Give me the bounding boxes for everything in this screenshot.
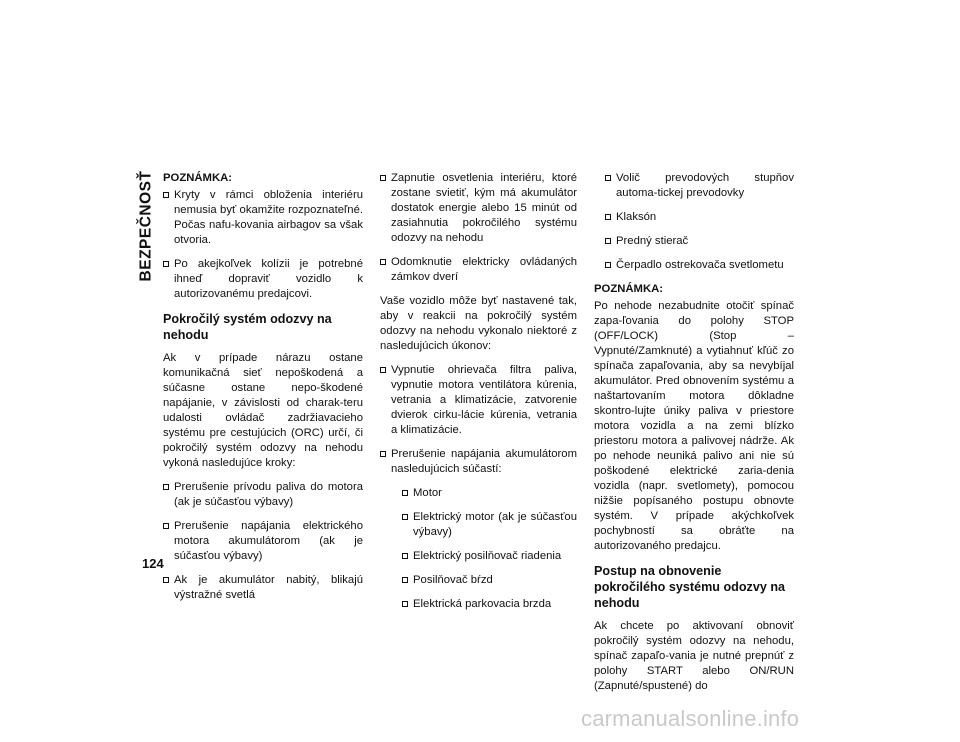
section-heading: Postup na obnovenie pokročilého systému odozvy na nehodu [594, 564, 786, 610]
list-item-text: Zapnutie osvetlenia interiéru, ktoré zostane svietiť, kým má akumulátor dostatok energie alebo 15 minút od zasiahnutia pokročilého systému odozvy na nehodu [391, 172, 577, 244]
note-title: POZNÁMKA: [594, 283, 664, 295]
list-item-text: Posilňovač bŕzd [413, 574, 493, 586]
checkbox-bullet-icon [605, 214, 611, 220]
action-list-continued [380, 171, 577, 285]
checkbox-bullet-icon [402, 601, 408, 607]
checkbox-bullet-icon [380, 451, 386, 457]
section-side-tab [134, 170, 158, 282]
note-list [163, 188, 363, 302]
component-list [402, 486, 577, 612]
sub-list-item [402, 510, 577, 540]
list-item-text: Po akejkoľvek kolízii je potrebné ihneď dopraviť vozidlo k autorizovanému predajcovi. [174, 258, 363, 300]
checkbox-bullet-icon [163, 192, 169, 198]
checkbox-bullet-icon [402, 514, 408, 520]
column-3 [594, 171, 794, 703]
checkbox-bullet-icon [605, 238, 611, 244]
sub-list-item [605, 171, 794, 201]
list-item-text: Prerušenie napájania akumulátorom nasledujúcich súčastí: [391, 448, 577, 475]
checkbox-bullet-icon [402, 577, 408, 583]
list-item [163, 480, 363, 510]
optional-action-list [380, 363, 577, 612]
checkbox-bullet-icon [163, 523, 169, 529]
site-watermark: carmanualsonline.info [581, 706, 800, 731]
component-list-continued [605, 171, 794, 273]
note-paragraph: Po nehode nezabudnite otočiť spínač zapa-ľovania do polohy STOP (OFF/LOCK) (Stop – Vypnuté/Zamknuté) a vytiahnuť kľúč zo spínača zapaľovania, aby sa nevybíjal akumulátor. Pred obnovením systému a naštartovaním motora dôkladne skontro-lujte úniky paliva v priestore motora vozidla a na zemi blízko priestoru motora a palivovej nádrže. Ak po nehode neuniká palivo ani nie sú poškodené elektrické zaria-denia vozidla (napr. svetlomety), pomocou nižšie popísaného postupu obnovte systém. V prípade akýchkoľvek pochybností sa obráťte na autorizovaného predajcu. [594, 300, 794, 552]
sub-list-item [605, 210, 794, 225]
body-paragraph: Ak chcete po aktivovaní obnoviť pokročilý systém odozvy na nehodu, spínač zapaľo-vania je nutné prepnúť z polohy START alebo ON/RUN (Zapnuté/spustené) do [594, 620, 794, 692]
note-title: POZNÁMKA: [163, 172, 233, 184]
checkbox-bullet-icon [163, 261, 169, 267]
list-item-text: Ak je akumulátor nabitý, blikajú výstražné svetlá [174, 574, 363, 601]
list-item-text: Motor [413, 487, 442, 499]
sub-list-item [605, 234, 794, 249]
checkbox-bullet-icon [380, 175, 386, 181]
page-number: 124 [142, 556, 164, 571]
checkbox-bullet-icon [380, 367, 386, 373]
list-item [163, 188, 363, 248]
list-item-text: Kryty v rámci obloženia interiéru nemusia byť okamžite rozpoznateľné. Počas nafu-kovania airbagov sa však otvoria. [174, 189, 363, 246]
list-item [380, 447, 577, 612]
checkbox-bullet-icon [402, 490, 408, 496]
checkbox-bullet-icon [605, 175, 611, 181]
section-heading: Pokročilý systém odozvy na nehodu [163, 312, 332, 342]
sub-list-item [605, 258, 794, 273]
checkbox-bullet-icon [163, 484, 169, 490]
list-item [163, 573, 363, 603]
list-item [380, 363, 577, 438]
sub-list-item [402, 486, 577, 501]
body-paragraph: Ak v prípade nárazu ostane komunikačná sieť nepoškodená a súčasne ostane nepo-škodené napájanie, v závislosti od charak-teru udalosti ovládač zadržiavacieho systému pre cestujúcich (ORC) určí, či pokročilý systém odozvy na nehodu vykoná nasledujúce kroky: [163, 352, 363, 469]
column-2 [380, 171, 577, 621]
list-item [163, 519, 363, 564]
checkbox-bullet-icon [163, 577, 169, 583]
section-side-tab-label: BEZPEČNOSŤ [137, 170, 154, 282]
list-item-text: Elektrická parkovacia brzda [413, 598, 552, 610]
checkbox-bullet-icon [605, 262, 611, 268]
list-item-text: Odomknutie elektricky ovládaných zámkov dverí [391, 256, 577, 283]
list-item-text: Prerušenie napájania elektrického motora akumulátorom (ak je súčasťou výbavy) [174, 520, 363, 562]
list-item [163, 257, 363, 302]
body-paragraph: Vaše vozidlo môže byť nastavené tak, aby v reakcii na pokročilý systém odozvy na nehodu vykonalo niektoré z nasledujúcich úkonov: [380, 295, 577, 352]
list-item-text: Predný stierač [616, 235, 689, 247]
sub-list-item [402, 597, 577, 612]
list-item-text: Klaksón [616, 211, 657, 223]
list-item-text: Vypnutie ohrievača filtra paliva, vypnutie motora ventilátora kúrenia, vetrania a klimatizácie, zatvorenie dvierok cirku-lácie kúrenia, vetrania a klimatizácie. [391, 364, 577, 436]
list-item-text: Volič prevodových stupňov automa-tickej prevodovky [616, 172, 794, 199]
list-item-text: Elektrický motor (ak je súčasťou výbavy) [413, 511, 577, 538]
list-item [380, 171, 577, 246]
list-item-text: Elektrický posilňovač riadenia [413, 550, 562, 562]
sub-list-item [402, 573, 577, 588]
sub-list-item [402, 549, 577, 564]
list-item [380, 255, 577, 285]
column-1 [163, 171, 363, 612]
list-item-text: Prerušenie prívodu paliva do motora (ak je súčasťou výbavy) [174, 481, 363, 508]
checkbox-bullet-icon [402, 553, 408, 559]
list-item-text: Čerpadlo ostrekovača svetlometu [616, 259, 784, 271]
checkbox-bullet-icon [380, 259, 386, 265]
action-list [163, 480, 363, 603]
